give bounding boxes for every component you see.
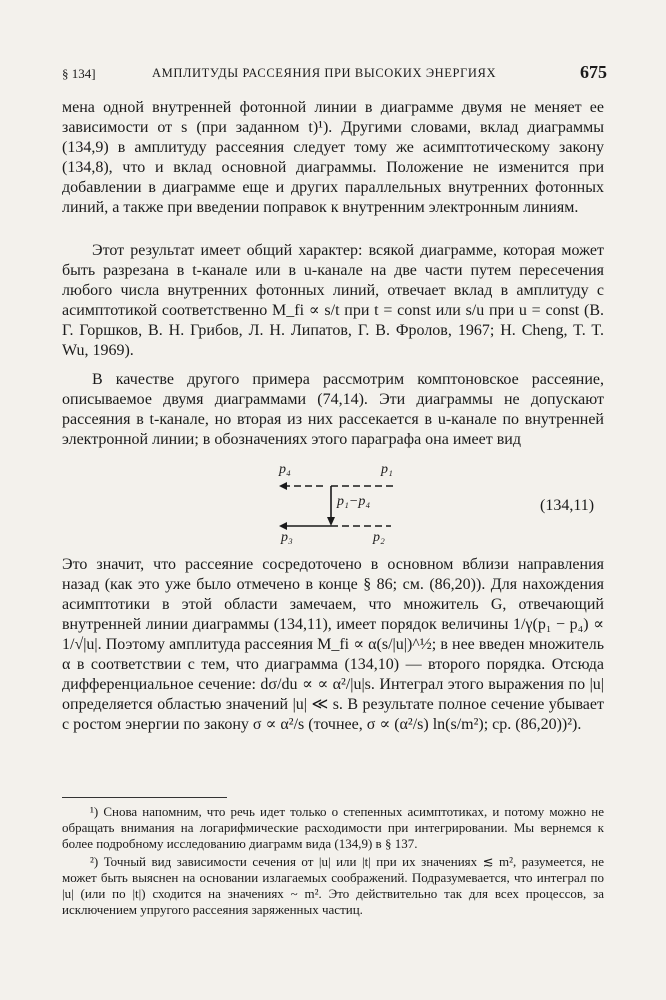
feynman-diagram [275,462,405,550]
arrow-p3 [279,522,287,530]
paragraph-4 [62,555,604,735]
footnote-separator [62,797,227,798]
page-number: 675 [580,62,607,82]
running-title: АМПЛИТУДЫ РАССЕЯНИЯ ПРИ ВЫСОКИХ ЭНЕРГИЯХ [152,66,497,80]
page-header [62,62,607,86]
footnote-1: ¹) Снова напомним, что речь идет только о степенных асимптотиках, и потому можно не обращать внимания на логарифмические расходимости при интегрировании. Мы вернемся к более подробному исследованию диаграмм вида (134,9) в § 137. [62,804,604,852]
paragraph-1 [62,98,604,218]
equation-number: (134,11) [540,497,595,514]
paragraph-3 [62,370,604,450]
label-p2: p₂ [373,530,385,545]
paragraph-4-text: Это значит, что рассеяние сосредоточено в основном вблизи направления назад (как это уже было отмечено в конце § 86; см. (86,20)). Для нахождения асимптотики в этой области замечаем, что множитель G, отвечающий внутренней линии диаграммы (134,11), имеет порядок величины 1/γ(p₁ − p₄) ∝ 1/√|u|. Поэтому амплитуда рассеяния M_fi ∝ α(s/|u|)^½; в нее введен множитель α в соответствии с тем, что диаграмма (134,10) — второго порядка. Отсюда дифференциальное сечение: dσ/du ∝ ∝ α²/|u|s. Интеграл этого выражения по |u| определяется областью значений |u| ≪ s. В результате полное сечение убывает с ростом энергии по закону σ ∝ α²/s (точнее, σ ∝ (α²/s) ln(s/m²); ср. (86,20))²). [62,556,605,733]
label-p3: p₃ [281,530,293,545]
paragraph-3-text: В качестве другого примера рассмотрим комптоновское рассеяние, описываемое двумя диаграммами (74,14). Эти диаграммы не допускают рассеяния в t-канале, но вторая из них рассекается в u-канале по внутренней электронной линии; в обозначениях этого параграфа она имеет вид [62,371,604,448]
paragraph-2 [62,241,604,361]
paragraph-1-text: мена одной внутренней фотонной линии в диаграмме двумя не меняет ее зависимости от s (при заданном t)¹). Другими словами, вклад диаграммы (134,9) в амплитуду рассеяния следует тому же асимптотическому закону (134,8), что и вклад основной диаграммы. Положение не изменится при добавлении в диаграмме еще и других параллельных внутренних фотонных линий, а также при введении поправок к внутренним электронным линиям. [62,99,604,216]
footnote-2: ²) Точный вид зависимости сечения от |u| или |t| при их значениях ≲ m², разумеется, не может быть выяснен на основании излагаемых соображений. Подразумевается, что интеграл по |u| (или по |t|) сходится на значениях ~ m². Это действительно так для всех процессов, за исключением упругого рассеяния заряженных частиц. [62,853,604,918]
footnotes [62,804,604,918]
arrow-p4 [279,482,287,490]
label-internal: p₁−p₄ [337,494,371,509]
section-ref: § 134] [62,66,96,81]
arrow-internal [327,517,335,526]
label-p4: p₄ [279,462,291,477]
label-p1: p₁ [381,462,393,477]
paragraph-2-text: Этот результат имеет общий характер: всякой диаграмме, которая может быть разрезана в t-канале или в u-канале на две части путем пересечения любого числа внутренних фотонных линий, отвечает вклад в амплитуду с асимптотикой соответственно M_fi ∝ s/t при t = const или s/u при u = const (В. Г. Горшков, В. Н. Грибов, Л. Н. Липатов, Г. В. Фролов, 1967; H. Cheng, T. T. Wu, 1969). [62,242,604,359]
